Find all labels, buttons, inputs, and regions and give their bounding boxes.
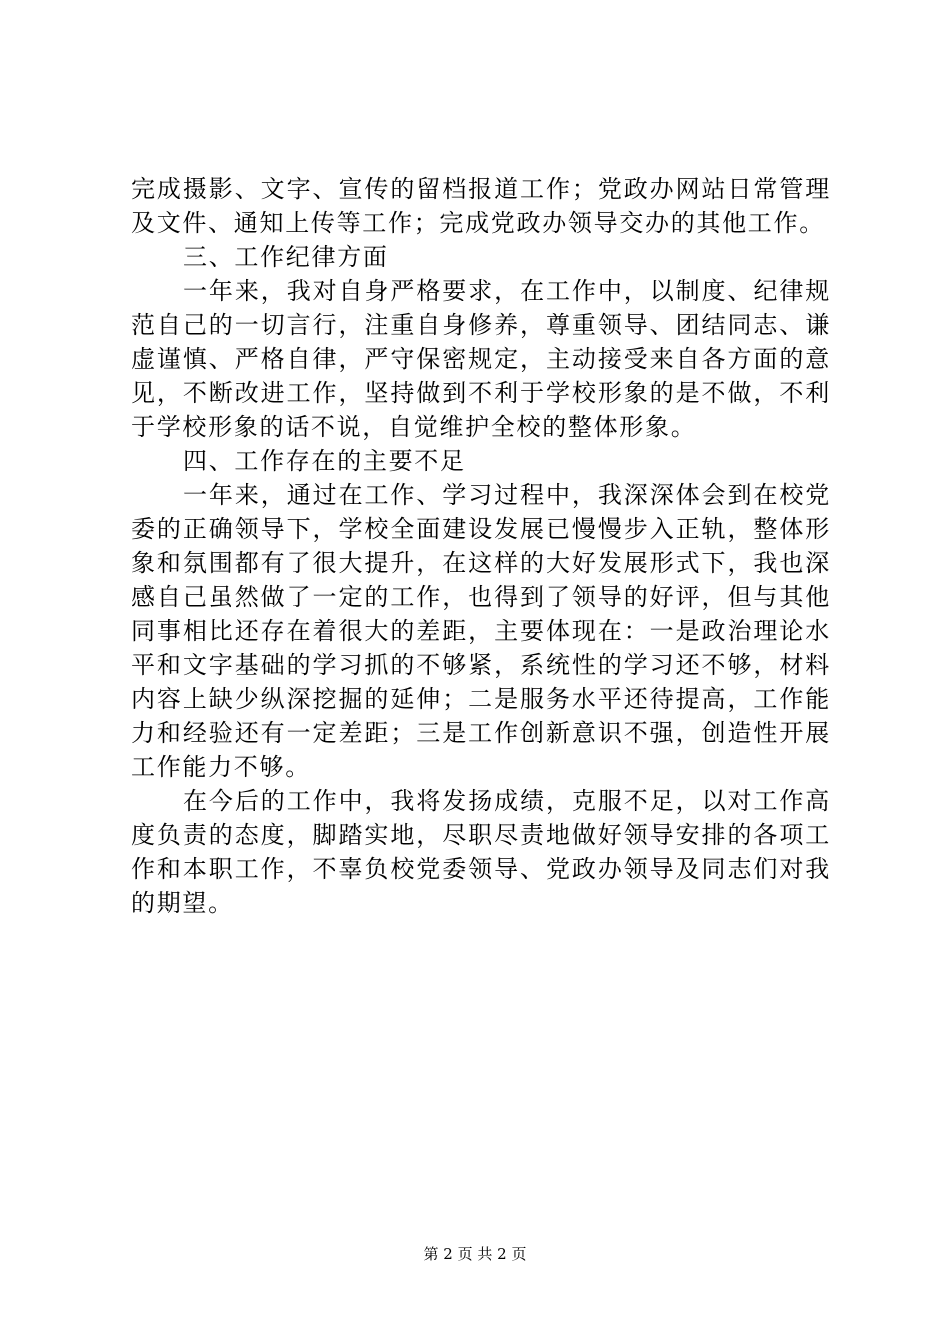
- section-heading-discipline: 三、工作纪律方面: [183, 243, 389, 271]
- paragraph-continuation: 完成摄影、文字、宣传的留档报道工作；党政办网站日常管理及文件、通知上传等工作；完成党政办领导交办的其他工作。: [131, 175, 831, 237]
- page-footer: 第 2 页 共 2 页: [423, 1245, 527, 1263]
- section-heading-shortcomings: 四、工作存在的主要不足: [183, 447, 466, 475]
- paragraph-discipline: 一年来，我对自身严格要求，在工作中，以制度、纪律规范自己的一切言行，注重自身修养，尊重领导、团结同志、谦虚谨慎、严格自律，严守保密规定，主动接受来自各方面的意见，不断改进工作，坚持做到不利于学校形象的是不做，不利于学校形象的话不说，自觉维护全校的整体形象。: [131, 277, 831, 441]
- document-body: [131, 172, 831, 920]
- paragraph-conclusion: 在今后的工作中，我将发扬成绩，克服不足，以对工作高度负责的态度，脚踏实地，尽职尽责地做好领导安排的各项工作和本职工作，不辜负校党委领导、党政办领导及同志们对我的期望。: [131, 787, 831, 917]
- paragraph-shortcomings: 一年来，通过在工作、学习过程中，我深深体会到在校党委的正确领导下，学校全面建设发展已慢慢步入正轨，整体形象和氛围都有了很大提升，在这样的大好发展形式下，我也深感自己虽然做了一定的工作，也得到了领导的好评，但与其他同事相比还存在着很大的差距，主要体现在：一是政治理论水平和文字基础的学习抓的不够紧，系统性的学习还不够，材料内容上缺少纵深挖掘的延伸；二是服务水平还待提高，工作能力和经验还有一定差距；三是工作创新意识不强，创造性开展工作能力不够。: [131, 481, 831, 781]
